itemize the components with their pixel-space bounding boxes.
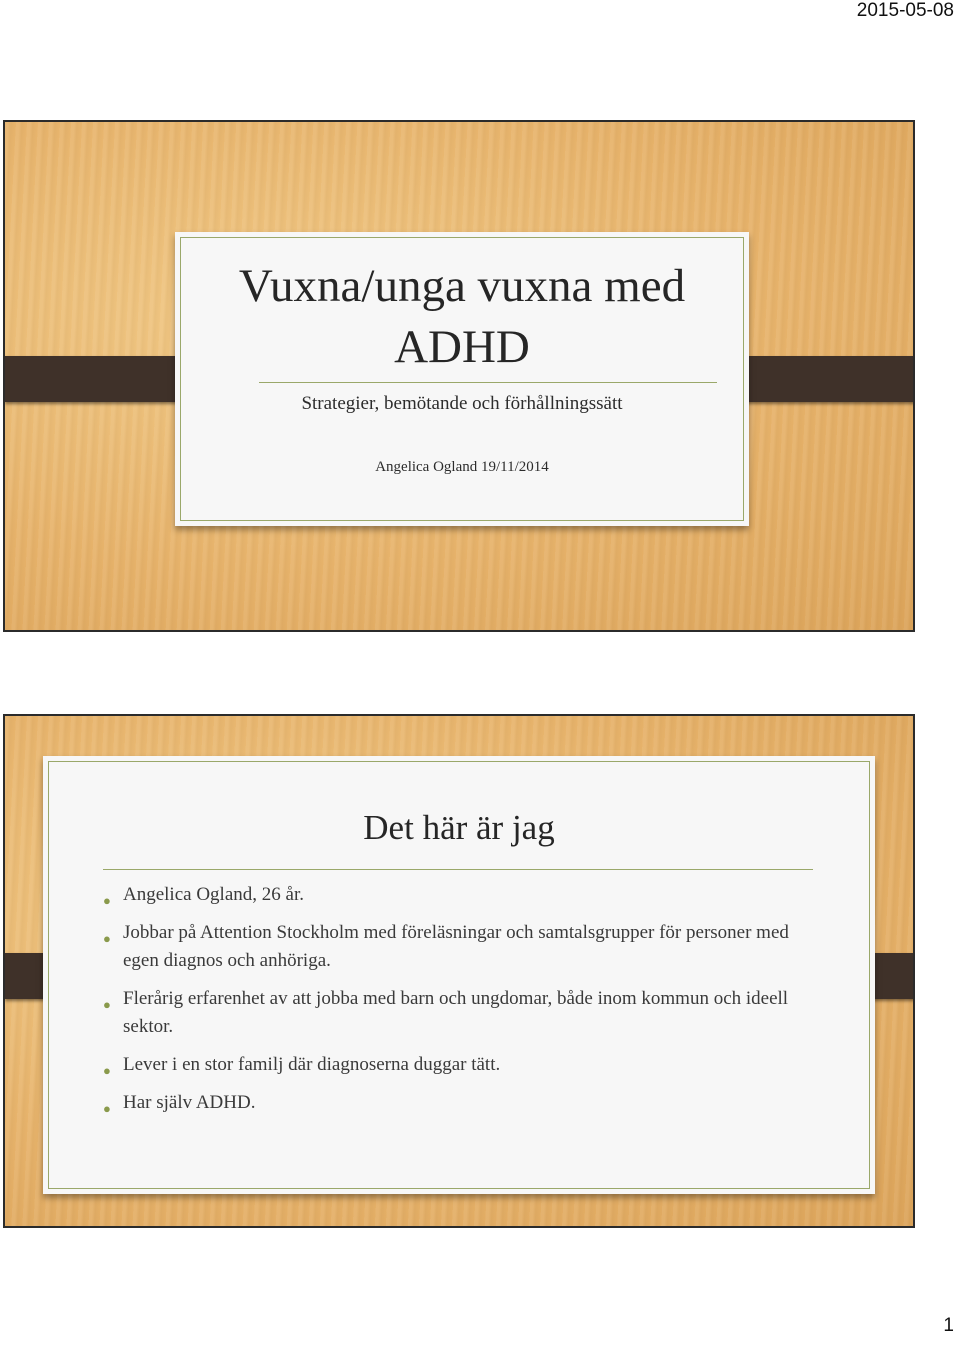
right-band <box>733 356 915 402</box>
list-item: ● Angelica Ogland, 26 år. <box>103 881 803 909</box>
page-number: 1 <box>943 1315 954 1336</box>
list-item: ● Lever i en stor familj där diagnoserna duggar tätt. <box>103 1051 803 1079</box>
slide-1 <box>3 120 915 632</box>
content-card <box>43 756 875 1194</box>
slide-title <box>175 256 749 378</box>
list-item: ● Har själv ADHD. <box>103 1089 803 1117</box>
title-divider <box>103 869 813 870</box>
bullet-icon: ● <box>103 997 111 1012</box>
slide-subtitle: Strategier, bemötande och förhållningssätt <box>301 393 623 414</box>
left-band <box>5 356 195 402</box>
title-card <box>175 232 749 526</box>
page-date: 2015-05-08 <box>856 0 954 21</box>
bullet-icon: ● <box>103 893 111 908</box>
title-divider <box>259 382 717 383</box>
bullet-icon: ● <box>103 1101 111 1116</box>
slide-title-line-1: Vuxna/unga vuxna med <box>238 260 686 312</box>
slide-author: Angelica Ogland 19/11/2014 <box>375 459 549 475</box>
list-item: ● Jobbar på Attention Stockholm med föreläsningar och samtalsgrupper för personer med egen diagnos och anhöriga. <box>103 922 789 971</box>
slide-2 <box>3 714 915 1228</box>
slide-title-line-2: ADHD <box>394 321 530 373</box>
bullet-icon: ● <box>103 931 111 946</box>
bullet-icon: ● <box>103 1063 111 1078</box>
list-item: ● Flerårig erfarenhet av att jobba med barn och ungdomar, både inom kommun och ideell sektor. <box>103 988 789 1037</box>
slide-title: Det här är jag <box>363 808 555 847</box>
bullet-list <box>103 881 803 1127</box>
